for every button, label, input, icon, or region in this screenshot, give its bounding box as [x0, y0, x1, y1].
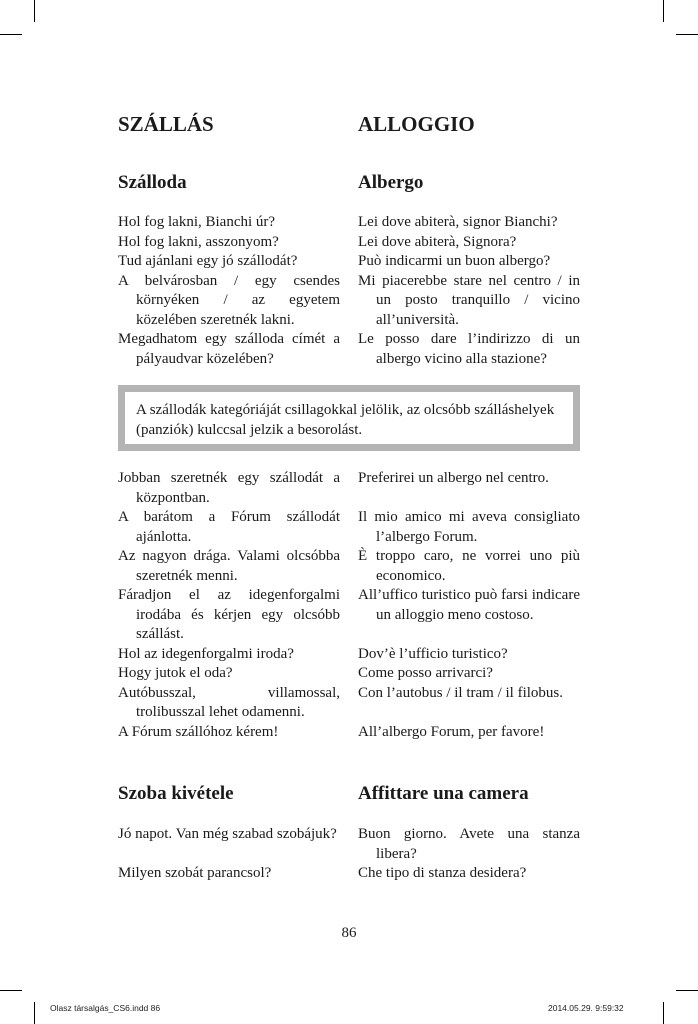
phrase-it: All’uffico turistico può farsi indicare un alloggio meno costoso.	[358, 587, 580, 623]
phrase-hu: A belvárosban / egy csendes környéken / az egyetem közelében szeretnék lakni.	[118, 272, 340, 328]
phrase-hu: A Fórum szállóhoz kérem!	[118, 723, 279, 740]
phrase-it: Mi piacerebbe stare nel centro / in un posto tranquillo / vicino all’università.	[358, 272, 580, 328]
phrase-hu: Jó napot. Van még szabad szobájuk?	[118, 826, 337, 842]
crop-mark	[663, 0, 664, 22]
subsection-title-it: Albergo	[358, 172, 424, 193]
phrase-it: È troppo caro, ne vorrei uno più economico.	[358, 548, 580, 584]
phrase-list-hu	[118, 213, 340, 369]
phrase-list-hu-3	[118, 825, 340, 884]
slug-filename: Olasz társalgás_CS6.indd 86	[50, 1003, 161, 1013]
phrase-it: Con l’autobus / il tram / il filobus.	[358, 684, 563, 701]
phrase-it: Le posso dare l’indirizzo di un albergo vicino alla stazione?	[358, 331, 580, 367]
phrase-it: Può indicarmi un buon albergo?	[358, 253, 551, 269]
crop-mark	[0, 34, 22, 35]
crop-mark	[34, 1002, 35, 1024]
phrase-hu: Hogy jutok el oda?	[118, 665, 233, 681]
phrase-list-it-2	[358, 469, 580, 742]
crop-mark	[34, 0, 35, 22]
phrase-hu: Jobban szeretnék egy szállodát a központban.	[118, 470, 340, 506]
phrase-it: Lei dove abiterà, Signora?	[358, 233, 517, 250]
crop-mark	[663, 1002, 664, 1024]
crop-mark	[676, 990, 698, 991]
phrase-hu: Fáradjon el az idegenforgalmi irodába és kérjen egy olcsóbb szállást.	[118, 587, 340, 642]
phrase-it: All’albergo Forum, per favore!	[358, 723, 545, 740]
phrase-it: Preferirei un albergo nel centro.	[358, 470, 549, 486]
crop-mark	[0, 990, 22, 991]
phrase-hu: Hol fog lakni, asszonyom?	[118, 233, 279, 250]
phrase-list-it-3	[358, 825, 580, 884]
phrase-it: Dov’è l’ufficio turistico?	[358, 645, 508, 662]
subsection-title-hu: Szoba kivétele	[118, 783, 234, 804]
phrase-hu: Megadhatom egy szálloda címét a pályaudvar közelében?	[118, 331, 340, 367]
phrase-list-hu-2	[118, 469, 340, 742]
phrase-it: Buon giorno. Avete una stanza libera?	[358, 826, 580, 862]
page-number: 86	[341, 925, 357, 941]
phrase-hu: Milyen szobát parancsol?	[118, 865, 272, 881]
subsection-title-hu: Szálloda	[118, 172, 187, 193]
subsection-title-it: Affittare una camera	[358, 783, 529, 804]
phrase-hu: Tud ajánlani egy jó szállodát?	[118, 253, 298, 269]
phrase-it: Lei dove abiterà, signor Bianchi?	[358, 214, 558, 230]
slug-datetime: 2014.05.29. 9:59:32	[548, 1003, 624, 1013]
phrase-hu: Hol fog lakni, Bianchi úr?	[118, 214, 276, 230]
crop-mark	[676, 34, 698, 35]
phrase-hu: A barátom a Fórum szállodát ajánlotta.	[118, 509, 340, 545]
phrase-hu: Az nagyon drága. Valami olcsóbba szeretnék menni.	[118, 548, 340, 584]
info-box-text: A szállodák kategóriáját csillagokkal jelölik, az olcsóbb szálláshelyek (panziók) kulccsal jelzik a besorolást.	[136, 402, 555, 438]
section-title-it: ALLOGGIO	[358, 112, 475, 136]
section-title-hu: SZÁLLÁS	[118, 112, 214, 136]
phrase-it: Che tipo di stanza desidera?	[358, 865, 527, 881]
phrase-list-it	[358, 213, 580, 369]
info-box	[118, 385, 580, 451]
phrase-it: Come posso arrivarci?	[358, 665, 493, 681]
phrase-it: Il mio amico mi aveva consigliato l’albergo Forum.	[358, 509, 580, 545]
phrase-hu: Autóbusszal, villamossal, trolibusszal lehet odamenni.	[118, 684, 340, 720]
phrase-hu: Hol az idegenforgalmi iroda?	[118, 645, 294, 662]
